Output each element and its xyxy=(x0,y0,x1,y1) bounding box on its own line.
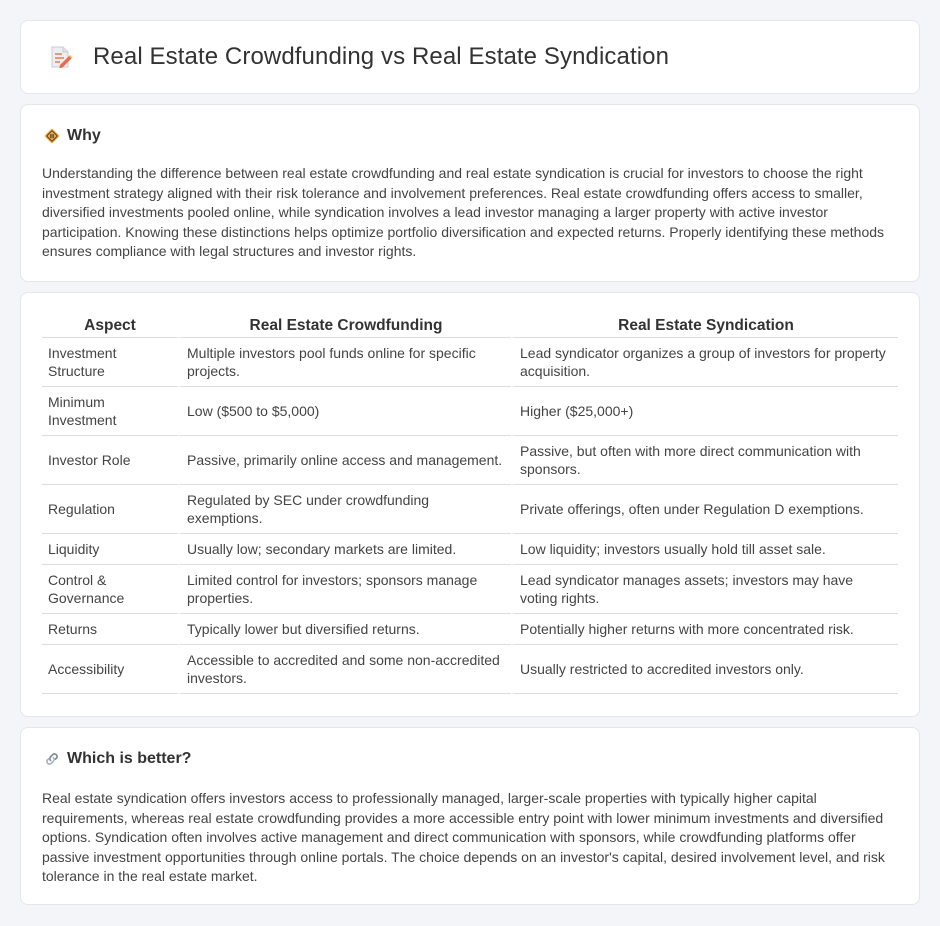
header-aspect: Aspect xyxy=(42,317,178,338)
row-syndication: Private offerings, often under Regulation D exemptions. xyxy=(511,485,898,534)
row-aspect: Returns xyxy=(42,614,178,645)
row-aspect: Control & Governance xyxy=(42,565,178,614)
title-row xyxy=(47,43,669,71)
page-title: Real Estate Crowdfunding vs Real Estate Syndication xyxy=(93,43,670,70)
row-crowdfunding: Usually low; secondary markets are limited. xyxy=(178,534,511,565)
row-syndication: Usually restricted to accredited investors only. xyxy=(511,645,898,694)
table-row xyxy=(42,338,898,387)
table-row xyxy=(42,645,898,694)
row-crowdfunding: Typically lower but diversified returns. xyxy=(178,614,511,645)
row-syndication: Passive, but often with more direct communication with sponsors. xyxy=(511,436,898,485)
row-syndication: Lead syndicator organizes a group of investors for property acquisition. xyxy=(511,338,898,387)
row-syndication: Potentially higher returns with more concentrated risk. xyxy=(511,614,898,645)
row-aspect: Investor Role xyxy=(42,436,178,485)
table-row xyxy=(42,614,898,645)
row-syndication: Lead syndicator manages assets; investors may have voting rights. xyxy=(511,565,898,614)
table-row xyxy=(42,387,898,436)
why-title: Why xyxy=(67,127,101,144)
table-row xyxy=(42,436,898,485)
better-title: Which is better? xyxy=(67,750,192,767)
table-header-row xyxy=(42,317,898,338)
table-row xyxy=(42,565,898,614)
why-header xyxy=(43,127,101,145)
link-icon xyxy=(43,750,61,768)
row-syndication: Low liquidity; investors usually hold till asset sale. xyxy=(511,534,898,565)
comparison-table xyxy=(42,317,898,694)
better-header xyxy=(43,750,191,768)
why-section xyxy=(20,104,920,282)
row-crowdfunding: Regulated by SEC under crowdfunding exemptions. xyxy=(178,485,511,534)
table-row xyxy=(42,485,898,534)
better-text: Real estate syndication offers investors access to professionally managed, larger-scale properties with typically higher capital requirements, whereas real estate crowdfunding provides a more accessible entry point with lower minimum investments and diversified options. Syndication often involves active management and direct communication with sponsors, while crowdfunding platforms offer passive investment opportunities through online portals. The choice depends on an investor's capital, desired involvement level, and risk tolerance in the real estate market. xyxy=(42,790,885,885)
row-crowdfunding: Accessible to accredited and some non-accredited investors. xyxy=(178,645,511,694)
row-crowdfunding: Limited control for investors; sponsors manage properties. xyxy=(178,565,511,614)
row-syndication: Higher ($25,000+) xyxy=(511,387,898,436)
row-crowdfunding: Passive, primarily online access and management. xyxy=(178,436,511,485)
table-row xyxy=(42,534,898,565)
warning-sign-icon xyxy=(43,127,61,145)
header-syndication: Real Estate Syndication xyxy=(511,317,898,338)
row-aspect: Minimum Investment xyxy=(42,387,178,436)
document-pen-icon xyxy=(47,44,73,70)
row-aspect: Regulation xyxy=(42,485,178,534)
comparison-section xyxy=(20,292,920,717)
row-aspect: Accessibility xyxy=(42,645,178,694)
better-section xyxy=(20,727,920,905)
header-crowdfunding: Real Estate Crowdfunding xyxy=(178,317,511,338)
row-crowdfunding: Multiple investors pool funds online for specific projects. xyxy=(178,338,511,387)
row-aspect: Liquidity xyxy=(42,534,178,565)
why-text: Understanding the difference between real estate crowdfunding and real estate syndication is crucial for investors to choose the right investment strategy aligned with their risk tolerance and involvement preferences. Real estate crowdfunding offers access to smaller, diversified investments pooled online, while syndication involves a lead investor managing a larger property with active investor participation. Knowing these distinctions helps optimize portfolio diversification and expected returns. Properly identifying these methods ensures compliance with legal structures and investor rights. xyxy=(42,165,885,260)
title-card xyxy=(20,20,920,94)
row-aspect: Investment Structure xyxy=(42,338,178,387)
row-crowdfunding: Low ($500 to $5,000) xyxy=(178,387,511,436)
